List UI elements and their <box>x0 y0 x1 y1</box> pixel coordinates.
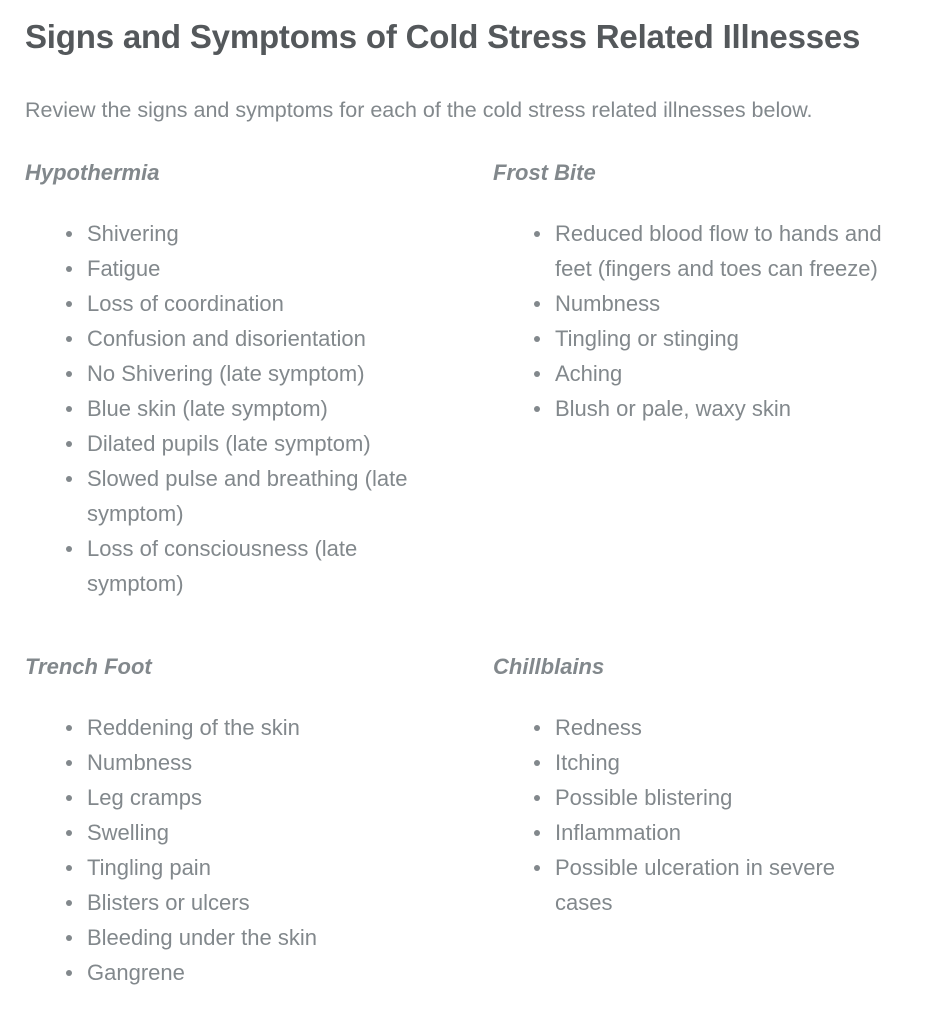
symptom-list-trench-foot <box>87 710 437 990</box>
list-item <box>87 955 437 990</box>
list-item-text: Blush or pale, waxy skin <box>555 396 791 421</box>
list-item <box>87 216 437 251</box>
bullet-icon <box>534 725 540 731</box>
list-item-text: Slowed pulse and breathing (late symptom) <box>87 466 408 526</box>
section-chillblains <box>493 652 913 915</box>
section-title-hypothermia: Hypothermia <box>25 160 160 185</box>
bullet-icon <box>66 476 72 482</box>
list-item <box>87 426 437 461</box>
list-item-text: Confusion and disorientation <box>87 326 366 351</box>
bullet-icon <box>66 865 72 871</box>
bullet-icon <box>66 760 72 766</box>
list-item <box>87 286 437 321</box>
bullet-icon <box>534 830 540 836</box>
list-item <box>555 745 875 780</box>
bullet-icon <box>66 406 72 412</box>
list-item-text: Redness <box>555 715 642 740</box>
symptom-list-chillblains <box>555 710 875 920</box>
list-item-text: Possible blistering <box>555 785 733 810</box>
bullet-icon <box>66 266 72 272</box>
bullet-icon <box>534 406 540 412</box>
list-item <box>87 745 437 780</box>
list-item-text: Tingling pain <box>87 855 211 880</box>
list-item <box>555 815 875 850</box>
bullet-icon <box>66 935 72 941</box>
list-item <box>87 710 437 745</box>
list-item-text: Reduced blood flow to hands and feet (fingers and toes can freeze) <box>555 221 882 281</box>
list-item-text: Possible ulceration in severe cases <box>555 855 836 915</box>
section-hypothermia <box>25 158 445 596</box>
bullet-icon <box>534 760 540 766</box>
bullet-icon <box>66 371 72 377</box>
bullet-icon <box>534 336 540 342</box>
section-title-frost-bite: Frost Bite <box>493 160 596 185</box>
list-item-text: No Shivering (late symptom) <box>87 361 365 386</box>
list-item-text: Itching <box>555 750 620 775</box>
list-item <box>555 321 910 356</box>
list-item <box>87 885 437 920</box>
list-item-text: Numbness <box>555 291 661 316</box>
list-item <box>555 286 910 321</box>
list-item <box>87 531 437 601</box>
section-trench-foot <box>25 652 445 985</box>
list-item <box>555 391 910 426</box>
list-item <box>87 251 437 286</box>
list-item-text: Bleeding under the skin <box>87 925 317 950</box>
list-item <box>87 356 437 391</box>
list-item <box>555 850 875 920</box>
bullet-icon <box>66 900 72 906</box>
symptom-list-hypothermia <box>87 216 437 601</box>
list-item-text: Numbness <box>87 750 193 775</box>
list-item-text: Blue skin (late symptom) <box>87 396 328 421</box>
bullet-icon <box>534 301 540 307</box>
list-item-text: Blisters or ulcers <box>87 890 250 915</box>
bullet-icon <box>66 301 72 307</box>
bullet-icon <box>534 371 540 377</box>
list-item-text: Dilated pupils (late symptom) <box>87 431 371 456</box>
list-item <box>87 391 437 426</box>
list-item <box>87 850 437 885</box>
bullet-icon <box>534 865 540 871</box>
bullet-icon <box>66 795 72 801</box>
list-item-text: Loss of consciousness (late symptom) <box>87 536 358 596</box>
list-item-text: Aching <box>555 361 623 386</box>
list-item-text: Inflammation <box>555 820 681 845</box>
page-title: Signs and Symptoms of Cold Stress Related Illnesses <box>25 18 861 55</box>
bullet-icon <box>66 231 72 237</box>
bullet-icon <box>66 336 72 342</box>
bullet-icon <box>66 830 72 836</box>
bullet-icon <box>66 546 72 552</box>
list-item-text: Loss of coordination <box>87 291 284 316</box>
list-item <box>555 780 875 815</box>
intro-text: Review the signs and symptoms for each of the cold stress related illnesses below. <box>25 98 813 122</box>
list-item <box>87 920 437 955</box>
bullet-icon <box>534 795 540 801</box>
bullet-icon <box>534 231 540 237</box>
list-item-text: Leg cramps <box>87 785 202 810</box>
list-item <box>87 321 437 356</box>
list-item-text: Shivering <box>87 221 179 246</box>
bullet-icon <box>66 725 72 731</box>
section-title-trench-foot: Trench Foot <box>25 654 152 679</box>
list-item-text: Reddening of the skin <box>87 715 300 740</box>
section-title-chillblains: Chillblains <box>493 654 605 679</box>
list-item <box>87 780 437 815</box>
list-item <box>555 710 875 745</box>
bullet-icon <box>66 441 72 447</box>
list-item <box>87 815 437 850</box>
list-item <box>555 356 910 391</box>
section-frost-bite <box>493 158 913 421</box>
symptom-list-frost-bite <box>555 216 910 426</box>
list-item-text: Swelling <box>87 820 169 845</box>
list-item-text: Gangrene <box>87 960 185 985</box>
bullet-icon <box>66 970 72 976</box>
list-item-text: Tingling or stinging <box>555 326 739 351</box>
list-item <box>87 461 437 531</box>
list-item <box>555 216 910 286</box>
list-item-text: Fatigue <box>87 256 161 281</box>
